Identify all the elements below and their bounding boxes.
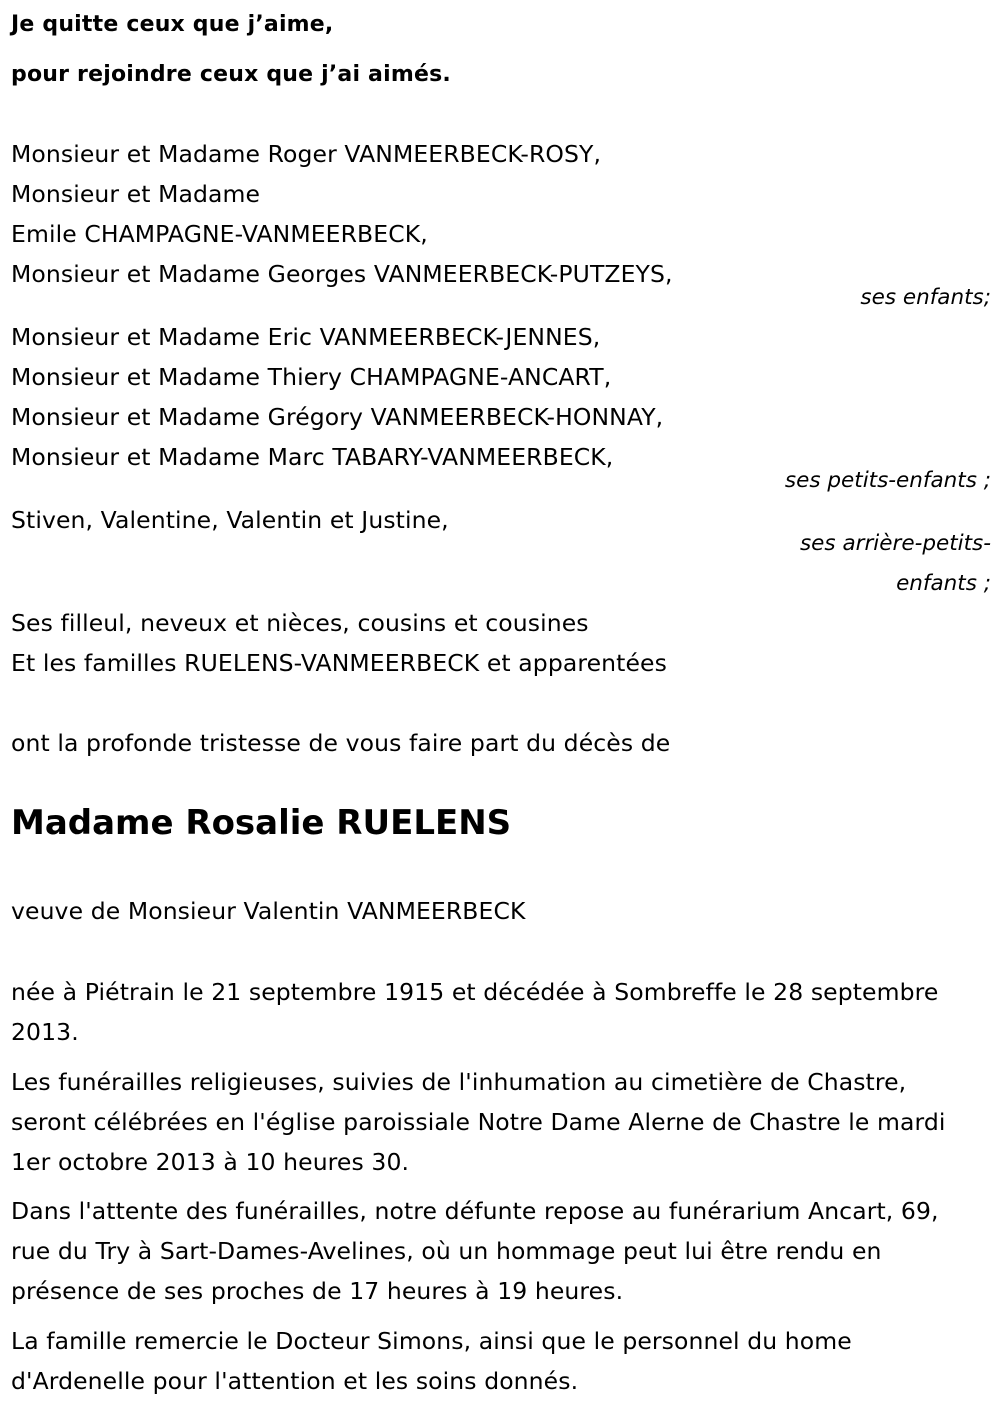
birth-death-paragraph: née à Piétrain le 21 septembre 1915 et décédée à Sombreffe le 28 septembre 2013. bbox=[11, 978, 939, 1046]
deceased-name: Madame Rosalie RUELENS bbox=[11, 803, 512, 843]
thanks-paragraph: La famille remercie le Docteur Simons, ainsi que le personnel du home d'Ardenelle pour l'attention et les soins donnés. bbox=[11, 1327, 852, 1395]
funeral-paragraph: Les funérailles religieuses, suivies de l'inhumation au cimetière de Chastre, seront célébrées en l'église paroissiale Notre Dame Alerne de Chastre le mardi 1er octobre 2013 à 10 heures 30. bbox=[11, 1068, 946, 1176]
grandchild-line: Monsieur et Madame Grégory VANMEERBECK-HONNAY, bbox=[11, 403, 664, 431]
grandchild-line: Monsieur et Madame Thiery CHAMPAGNE-ANCART, bbox=[11, 363, 612, 391]
child-line: Monsieur et Madame Roger VANMEERBECK-ROSY, bbox=[11, 140, 602, 168]
announcement: ont la profonde tristesse de vous faire part du décès de bbox=[11, 729, 671, 757]
role-great-grandchildren-1: ses arrière-petits- bbox=[799, 531, 991, 556]
widow-of: veuve de Monsieur Valentin VANMEERBECK bbox=[11, 897, 526, 925]
other-relatives-line: Ses filleul, neveux et nièces, cousins et cousines bbox=[11, 609, 589, 637]
child-line: Monsieur et Madame Georges VANMEERBECK-PUTZEYS, bbox=[11, 260, 673, 288]
great-grandchild-line: Stiven, Valentine, Valentin et Justine, bbox=[11, 506, 449, 534]
role-great-grandchildren-2: enfants ; bbox=[896, 571, 991, 596]
child-line: Monsieur et Madame bbox=[11, 180, 261, 208]
epigraph-line-2: pour rejoindre ceux que j’ai aimés. bbox=[11, 62, 451, 87]
role-children: ses enfants; bbox=[860, 285, 991, 310]
grandchild-line: Monsieur et Madame Marc TABARY-VANMEERBECK, bbox=[11, 443, 614, 471]
role-grandchildren: ses petits-enfants ; bbox=[784, 468, 991, 493]
other-relatives-line: Et les familles RUELENS-VANMEERBECK et apparentées bbox=[11, 649, 667, 677]
grandchild-line: Monsieur et Madame Eric VANMEERBECK-JENNES, bbox=[11, 323, 601, 351]
visitation-paragraph: Dans l'attente des funérailles, notre défunte repose au funérarium Ancart, 69, rue du Try à Sart-Dames-Avelines, où un hommage peut lui être rendu en présence de ses proches de 17 heures à 19 heures. bbox=[11, 1197, 939, 1305]
child-line: Emile CHAMPAGNE-VANMEERBECK, bbox=[11, 220, 428, 248]
epigraph-line-1: Je quitte ceux que j’aime, bbox=[11, 12, 334, 37]
